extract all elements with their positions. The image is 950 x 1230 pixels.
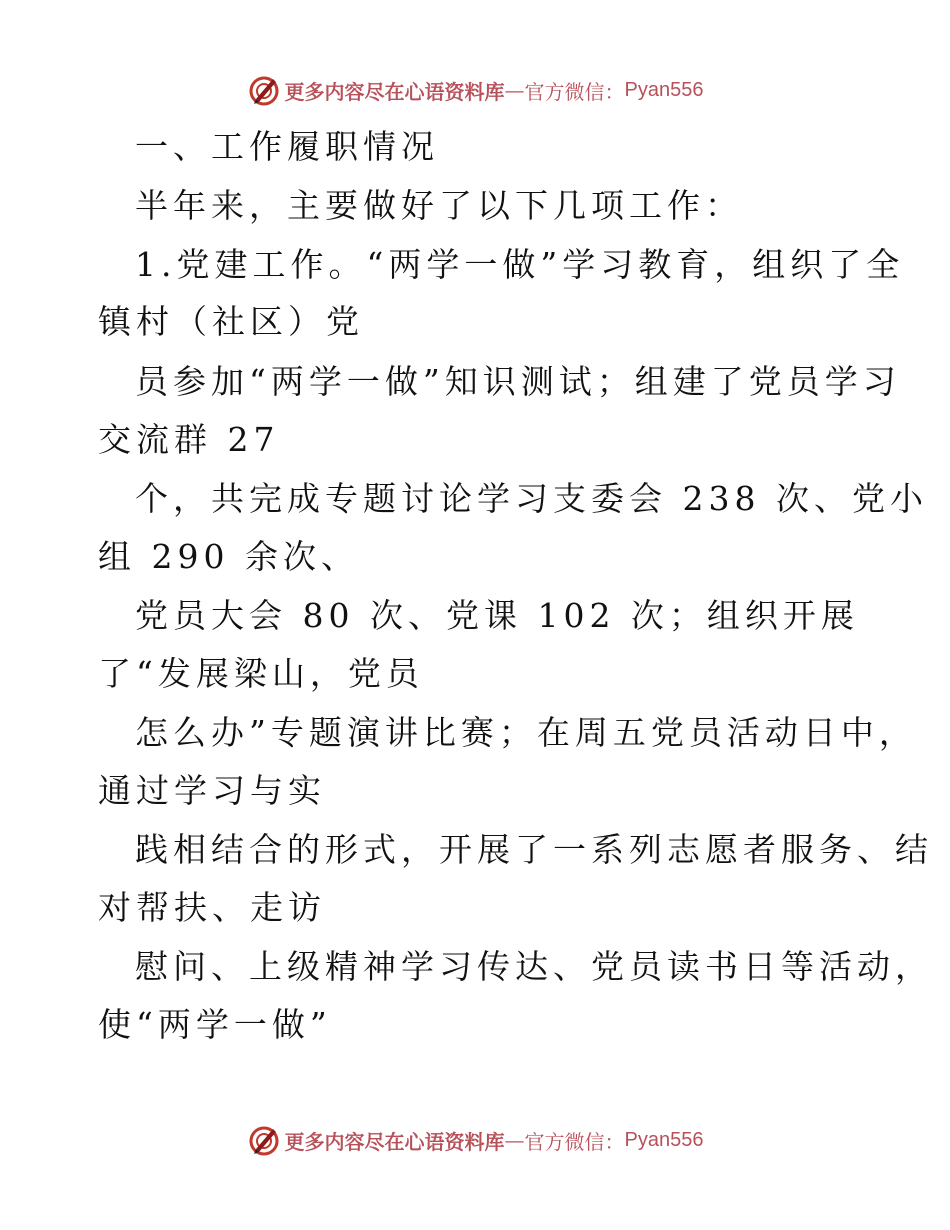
body-line: 践相结合的形式，开展了一系列志愿者服务、结: [135, 830, 933, 869]
body-line: 半年来，主要做好了以下几项工作：: [135, 186, 743, 225]
body-line: 了“发展梁山，党员: [98, 654, 424, 693]
watermark-wechat-id: Pyan556: [624, 1128, 704, 1151]
body-line: 怎么办”专题演讲比赛；在周五党员活动日中，: [135, 713, 917, 752]
header-watermark: [0, 70, 950, 110]
footer-watermark: [0, 1120, 950, 1160]
body-line: 镇村（社区）党: [98, 302, 364, 341]
body-line: 1.党建工作。“两学一做”学习教育，组织了全: [135, 245, 905, 284]
body-line: 党员大会 80 次、党课 102 次；组织开展: [135, 596, 859, 635]
body-line: 对帮扶、走访: [98, 888, 326, 927]
watermark-official: 官方微信：: [524, 1129, 625, 1154]
body-line: 通过学习与实: [98, 771, 326, 810]
watermark-official: 官方微信：: [524, 79, 625, 104]
body-line: 组 290 余次、: [98, 537, 359, 576]
pen-logo-icon: [247, 73, 281, 107]
watermark-separator: —: [504, 78, 525, 102]
pen-logo-icon: [247, 1123, 281, 1157]
body-line: 慰问、上级精神学习传达、党员读书日等活动，: [135, 947, 933, 986]
body-line: 个，共完成专题讨论学习支委会 238 次、党小: [135, 479, 928, 518]
body-line: 员参加“两学一做”知识测试；组建了党员学习: [135, 362, 901, 401]
watermark-brand: 更多内容尽在心语资料库: [284, 79, 505, 104]
watermark-separator: —: [504, 1128, 525, 1152]
watermark-brand: 更多内容尽在心语资料库: [284, 1129, 505, 1154]
body-line: 使“两学一做”: [98, 1005, 332, 1044]
body-line: 交流群 27: [98, 420, 280, 459]
watermark-wechat-id: Pyan556: [624, 78, 704, 101]
section-heading: 一、工作履职情况: [135, 127, 439, 166]
